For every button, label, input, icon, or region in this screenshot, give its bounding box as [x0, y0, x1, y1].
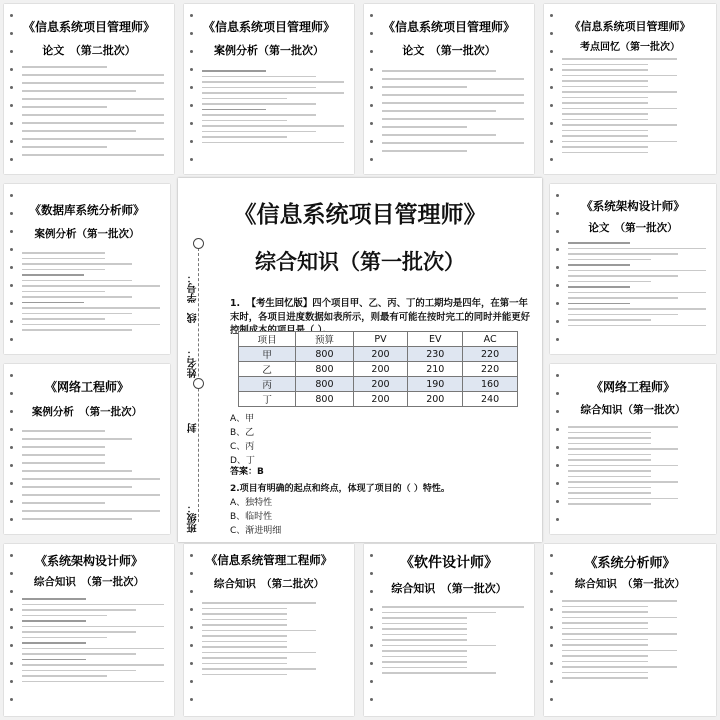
earned-value-table	[238, 331, 518, 407]
binder-hole-icon	[370, 158, 373, 161]
page-title: 《信息系统项目管理师》	[202, 20, 335, 34]
binder-hole-icon	[10, 572, 13, 575]
table-cell: 210	[408, 362, 463, 377]
table-cell: 190	[408, 377, 463, 392]
binder-hole-icon	[10, 680, 13, 683]
option-d[interactable]: D、丁	[230, 456, 255, 466]
binder-hole-icon	[556, 212, 559, 215]
binder-hole-icon	[10, 626, 13, 629]
binder-hole-icon	[190, 644, 193, 647]
doc-page-pmp-case-1[interactable]	[184, 4, 354, 174]
page-subtitle: 论文 （第二批次）	[42, 44, 136, 57]
binder-hole-icon	[10, 68, 13, 71]
table-header: 项目	[239, 332, 296, 347]
binder-hole-icon	[190, 680, 193, 683]
binder-hole-icon	[370, 50, 373, 53]
option-b[interactable]: B、乙	[230, 428, 255, 438]
table-cell: 240	[463, 392, 518, 407]
page-text-lines	[202, 70, 344, 147]
binder-hole-icon	[190, 662, 193, 665]
binder-hole-icon	[10, 140, 13, 143]
binder-holes	[370, 554, 376, 706]
binder-holes	[550, 14, 556, 164]
binder-hole-icon	[10, 338, 13, 341]
binder-hole-icon	[190, 104, 193, 107]
binder-hole-icon	[550, 68, 553, 71]
binder-hole-icon	[10, 482, 13, 485]
option-a[interactable]: A、甲	[230, 414, 255, 424]
binder-hole-icon	[190, 554, 193, 557]
binder-hole-icon	[550, 86, 553, 89]
page-text-lines	[22, 598, 164, 686]
page-title: 《信息系统项目管理师》	[382, 20, 515, 34]
page-title: 《数据库系统分析师》	[29, 203, 145, 217]
binder-hole-icon	[370, 680, 373, 683]
page-title: 《系统分析师》	[584, 556, 676, 571]
binder-hole-icon	[10, 644, 13, 647]
binder-hole-icon	[370, 662, 373, 665]
binder-hole-icon	[550, 662, 553, 665]
page-title: 《信息系统项目管理师》	[233, 201, 487, 228]
binder-hole-icon	[190, 122, 193, 125]
table-cell: 200	[353, 377, 408, 392]
binder-hole-icon	[190, 590, 193, 593]
binder-hole-icon	[550, 698, 553, 701]
doc-page-neteng-case[interactable]	[4, 364, 170, 534]
page-subtitle: 论文 （第一批次）	[402, 44, 496, 57]
page-text-lines	[22, 252, 160, 335]
line-label: 线	[188, 313, 199, 323]
binder-hole-icon	[370, 698, 373, 701]
option-c[interactable]: C、渐进明细	[230, 526, 282, 536]
binder-hole-icon	[370, 140, 373, 143]
binder-hole-icon	[10, 410, 13, 413]
doc-page-arch-general[interactable]	[4, 544, 174, 716]
page-text-lines	[22, 66, 164, 162]
page-title: 《系统架构设计师》	[34, 554, 143, 568]
table-cell: 200	[353, 362, 408, 377]
binder-hole-icon	[556, 302, 559, 305]
binder-hole-icon	[10, 374, 13, 377]
binder-hole-icon	[190, 158, 193, 161]
binder-hole-icon	[10, 464, 13, 467]
binder-hole-icon	[10, 608, 13, 611]
binder-hole-icon	[10, 590, 13, 593]
doc-page-sysanalyst-general[interactable]	[544, 544, 716, 716]
binder-hole-icon	[556, 248, 559, 251]
binder-hole-icon	[10, 212, 13, 215]
binder-hole-icon	[370, 626, 373, 629]
binder-holes	[10, 14, 16, 164]
binder-hole-icon	[550, 626, 553, 629]
binder-hole-icon	[10, 284, 13, 287]
table-cell: 200	[353, 392, 408, 407]
binder-hole-icon	[10, 500, 13, 503]
binding-hole-icon	[193, 378, 204, 389]
doc-page-pmp-essay-2[interactable]	[4, 4, 174, 174]
page-subtitle: 案例分析（第一批次）	[214, 44, 324, 57]
binder-hole-icon	[10, 248, 13, 251]
binder-hole-icon	[550, 608, 553, 611]
question-1-options	[230, 412, 255, 468]
binder-hole-icon	[10, 194, 13, 197]
binder-hole-icon	[10, 32, 13, 35]
page-subtitle: 案例分析（第一批次）	[34, 228, 140, 240]
page-text-lines	[562, 600, 706, 683]
binder-hole-icon	[550, 680, 553, 683]
binder-hole-icon	[556, 320, 559, 323]
question-number: 1.	[230, 298, 241, 309]
binder-hole-icon	[556, 230, 559, 233]
page-text-lines	[382, 606, 524, 678]
page-subtitle: 综合知识 （第二批次）	[213, 578, 325, 590]
binder-hole-icon	[370, 554, 373, 557]
binder-holes	[10, 554, 16, 706]
class-label: 班级：	[188, 503, 199, 533]
page-text-lines	[22, 430, 160, 526]
table-cell: 220	[463, 347, 518, 362]
binder-holes	[556, 194, 562, 344]
question-tag: 【考生回忆版】	[246, 298, 313, 309]
table-cell: 800	[296, 362, 353, 377]
table-cell: 200	[408, 392, 463, 407]
binder-hole-icon	[370, 122, 373, 125]
binder-hole-icon	[370, 104, 373, 107]
binder-holes	[190, 554, 196, 706]
table-cell: 800	[296, 377, 353, 392]
binder-holes	[556, 374, 562, 524]
binder-hole-icon	[10, 518, 13, 521]
binder-hole-icon	[556, 446, 559, 449]
binder-hole-icon	[190, 140, 193, 143]
binder-hole-icon	[550, 32, 553, 35]
page-subtitle: 论文 （第一批次）	[588, 222, 678, 234]
binder-hole-icon	[550, 590, 553, 593]
table-cell: 230	[408, 347, 463, 362]
binder-holes	[550, 554, 556, 706]
table-cell: 160	[463, 377, 518, 392]
binder-hole-icon	[556, 338, 559, 341]
page-title: 《网络工程师》	[44, 380, 129, 394]
student-id-label: 学号：	[188, 273, 199, 303]
page-subtitle: 考点回忆（第一批次）	[580, 42, 680, 53]
binding-margin	[178, 178, 224, 542]
binder-hole-icon	[10, 122, 13, 125]
page-title: 《软件设计师》	[400, 555, 498, 571]
binder-holes	[10, 374, 16, 524]
binder-hole-icon	[550, 14, 553, 17]
table-cell: 200	[353, 347, 408, 362]
binder-hole-icon	[556, 284, 559, 287]
binder-hole-icon	[550, 50, 553, 53]
page-title: 《信息系统项目管理师》	[22, 20, 155, 34]
doc-page-dba-case[interactable]	[4, 184, 170, 354]
page-text-lines	[568, 242, 706, 330]
binder-hole-icon	[556, 410, 559, 413]
binder-hole-icon	[370, 590, 373, 593]
binder-hole-icon	[370, 14, 373, 17]
table-cell: 220	[463, 362, 518, 377]
question-2: 2.项目有明确的起点和终点，体现了项目的（ ）特性。	[230, 484, 450, 494]
page-title: 《网络工程师》	[590, 380, 675, 394]
binder-hole-icon	[190, 50, 193, 53]
binder-hole-icon	[190, 572, 193, 575]
table-row	[239, 347, 518, 362]
binder-hole-icon	[556, 464, 559, 467]
page-text-lines	[202, 602, 344, 679]
page-title: 《信息系统项目管理师》	[569, 20, 691, 33]
question-text: 四个项目甲、乙、丙、丁的工期均是四年，在第一年末时，各项目进度数据如表所示，则最有可能在按时完工的同时并能更好控制成本的项目是（ ）。	[230, 298, 531, 336]
page-subtitle: 综合知识（第一批次）	[255, 250, 465, 274]
page-title: 《信息系统管理工程师》	[205, 553, 333, 567]
doc-page-arch-essay[interactable]	[550, 184, 716, 354]
binder-hole-icon	[556, 500, 559, 503]
table-cell: 丁	[239, 392, 296, 407]
binder-hole-icon	[190, 14, 193, 17]
option-c[interactable]: C、丙	[230, 442, 255, 452]
binder-hole-icon	[556, 266, 559, 269]
binder-hole-icon	[10, 158, 13, 161]
binder-hole-icon	[10, 14, 13, 17]
binder-hole-icon	[10, 554, 13, 557]
binder-hole-icon	[10, 230, 13, 233]
table-cell: 丙	[239, 377, 296, 392]
doc-page-neteng-general[interactable]	[550, 364, 716, 534]
binder-hole-icon	[550, 554, 553, 557]
doc-page-pmp-essay-1[interactable]	[364, 4, 534, 174]
binder-hole-icon	[10, 104, 13, 107]
doc-page-pmp-recall[interactable]	[544, 4, 716, 174]
binder-hole-icon	[190, 698, 193, 701]
binder-hole-icon	[550, 644, 553, 647]
table-row	[239, 377, 518, 392]
page-subtitle: 案例分析 （第一批次）	[31, 406, 143, 418]
featured-doc-page[interactable]	[178, 178, 542, 542]
name-label: 姓名：	[188, 348, 199, 378]
binder-hole-icon	[190, 626, 193, 629]
binder-hole-icon	[10, 86, 13, 89]
binder-hole-icon	[10, 662, 13, 665]
option-a[interactable]: A、独特性	[230, 498, 273, 508]
table-header: PV	[353, 332, 408, 347]
binder-hole-icon	[10, 302, 13, 305]
page-title: 《系统架构设计师》	[581, 199, 685, 213]
table-cell: 甲	[239, 347, 296, 362]
binder-hole-icon	[10, 266, 13, 269]
binder-hole-icon	[556, 428, 559, 431]
binder-hole-icon	[556, 374, 559, 377]
binder-hole-icon	[190, 68, 193, 71]
binder-hole-icon	[10, 698, 13, 701]
binder-hole-icon	[370, 32, 373, 35]
binder-hole-icon	[556, 194, 559, 197]
binder-hole-icon	[10, 50, 13, 53]
binder-hole-icon	[556, 482, 559, 485]
table-header: EV	[408, 332, 463, 347]
table-row	[239, 362, 518, 377]
page-text-lines	[382, 70, 524, 158]
binder-hole-icon	[550, 104, 553, 107]
binder-hole-icon	[370, 644, 373, 647]
page-subtitle: 综合知识 （第一批次）	[574, 578, 686, 590]
page-text-lines	[568, 426, 706, 509]
binder-hole-icon	[10, 320, 13, 323]
binder-hole-icon	[190, 608, 193, 611]
binder-hole-icon	[550, 140, 553, 143]
binder-hole-icon	[550, 158, 553, 161]
doc-page-softdesign-general[interactable]	[364, 544, 534, 716]
table-cell: 800	[296, 347, 353, 362]
page-subtitle: 综合知识 （第一批次）	[33, 576, 145, 588]
page-subtitle: 综合知识（第一批次）	[580, 404, 686, 416]
binder-hole-icon	[10, 392, 13, 395]
binder-hole-icon	[190, 86, 193, 89]
binder-holes	[10, 194, 16, 344]
binder-hole-icon	[370, 608, 373, 611]
table-cell: 800	[296, 392, 353, 407]
binder-hole-icon	[550, 122, 553, 125]
table-header: 预算	[296, 332, 353, 347]
page-text-lines	[562, 58, 706, 157]
binder-holes	[370, 14, 376, 164]
doc-page-ismeng-general[interactable]	[184, 544, 354, 716]
binder-holes	[190, 14, 196, 164]
page-subtitle: 综合知识 （第一批次）	[391, 582, 507, 595]
table-header: AC	[463, 332, 518, 347]
binder-hole-icon	[370, 68, 373, 71]
binder-hole-icon	[190, 32, 193, 35]
binder-hole-icon	[370, 572, 373, 575]
binder-hole-icon	[10, 446, 13, 449]
option-b[interactable]: B、临时性	[230, 512, 273, 522]
binder-hole-icon	[556, 518, 559, 521]
answer-text: 答案：B	[230, 467, 264, 477]
table-cell: 乙	[239, 362, 296, 377]
table-row	[239, 392, 518, 407]
question-2-options	[230, 496, 281, 538]
seal-label: 封	[188, 423, 199, 433]
binder-hole-icon	[10, 428, 13, 431]
binder-hole-icon	[556, 392, 559, 395]
binder-hole-icon	[370, 86, 373, 89]
binder-hole-icon	[550, 572, 553, 575]
